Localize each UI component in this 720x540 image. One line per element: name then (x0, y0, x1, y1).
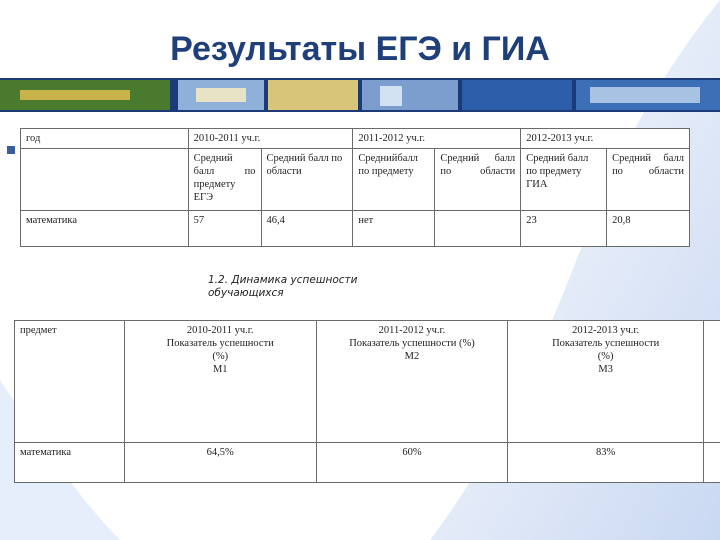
section-caption (208, 274, 357, 300)
value-cell: 64,5% (124, 443, 316, 483)
year-header: год (21, 129, 189, 149)
header-year: 2011-2012 уч.г. (378, 325, 446, 336)
period-header-2 (316, 321, 508, 443)
value-cell: 60% (316, 443, 508, 483)
bullet-marker (7, 146, 15, 154)
subheader-cell: Средний балл по области (607, 149, 690, 211)
value-cell: 20,8 (607, 211, 690, 247)
subheader-cell: Средний балл по предмету ЕГЭ (188, 149, 261, 211)
subheader-cell: Средний балл по области (435, 149, 521, 211)
table-row (21, 149, 690, 211)
slide-title: Результаты ЕГЭ и ГИА (170, 30, 550, 68)
header-code: М1 (212, 364, 228, 375)
table-cell (704, 321, 720, 443)
subject-header: предмет (15, 321, 125, 443)
subheader-cell: Среднийбалл по предмету (353, 149, 435, 211)
table-cell (21, 149, 189, 211)
period-header-1 (124, 321, 316, 443)
header-year: 2010-2011 уч.г. (186, 325, 254, 336)
period-header-3 (508, 321, 704, 443)
value-cell: 83% (508, 443, 704, 483)
year-2012-header: 2012-2013 уч.г. (521, 129, 690, 149)
subject-cell: математика (21, 211, 189, 247)
subheader-cell: Средний балл по предмету ГИА (521, 149, 607, 211)
caption-line: 1.2. Динамика успешности (208, 274, 358, 286)
table-row (21, 211, 690, 247)
header-unit: (%) (597, 351, 614, 362)
value-cell: 57 (188, 211, 261, 247)
header-code: М2 (404, 351, 420, 362)
table-row (15, 321, 720, 443)
table-row (15, 443, 720, 483)
value-cell: нет (353, 211, 435, 247)
caption-line: обучающихся (208, 287, 284, 299)
header-unit: (%) (212, 351, 229, 362)
photo-banner (0, 78, 720, 112)
subheader-cell: Средний балл по области (261, 149, 353, 211)
header-code: М3 (598, 364, 613, 375)
value-cell (435, 211, 521, 247)
header-label: Показатель успешности (%) (349, 338, 475, 349)
header-label: Показатель успешности (166, 338, 274, 349)
table-cell (704, 443, 720, 483)
year-2010-header: 2010-2011 уч.г. (188, 129, 353, 149)
value-cell: 23 (521, 211, 607, 247)
year-2011-header: 2011-2012 уч.г. (353, 129, 521, 149)
table-row (21, 129, 690, 149)
subject-cell: математика (15, 443, 125, 483)
results-table (20, 128, 690, 247)
value-cell: 46,4 (261, 211, 353, 247)
success-table (14, 320, 720, 483)
header-label: Показатель успешности (552, 338, 660, 349)
header-year: 2012-2013 уч.г. (572, 325, 640, 336)
